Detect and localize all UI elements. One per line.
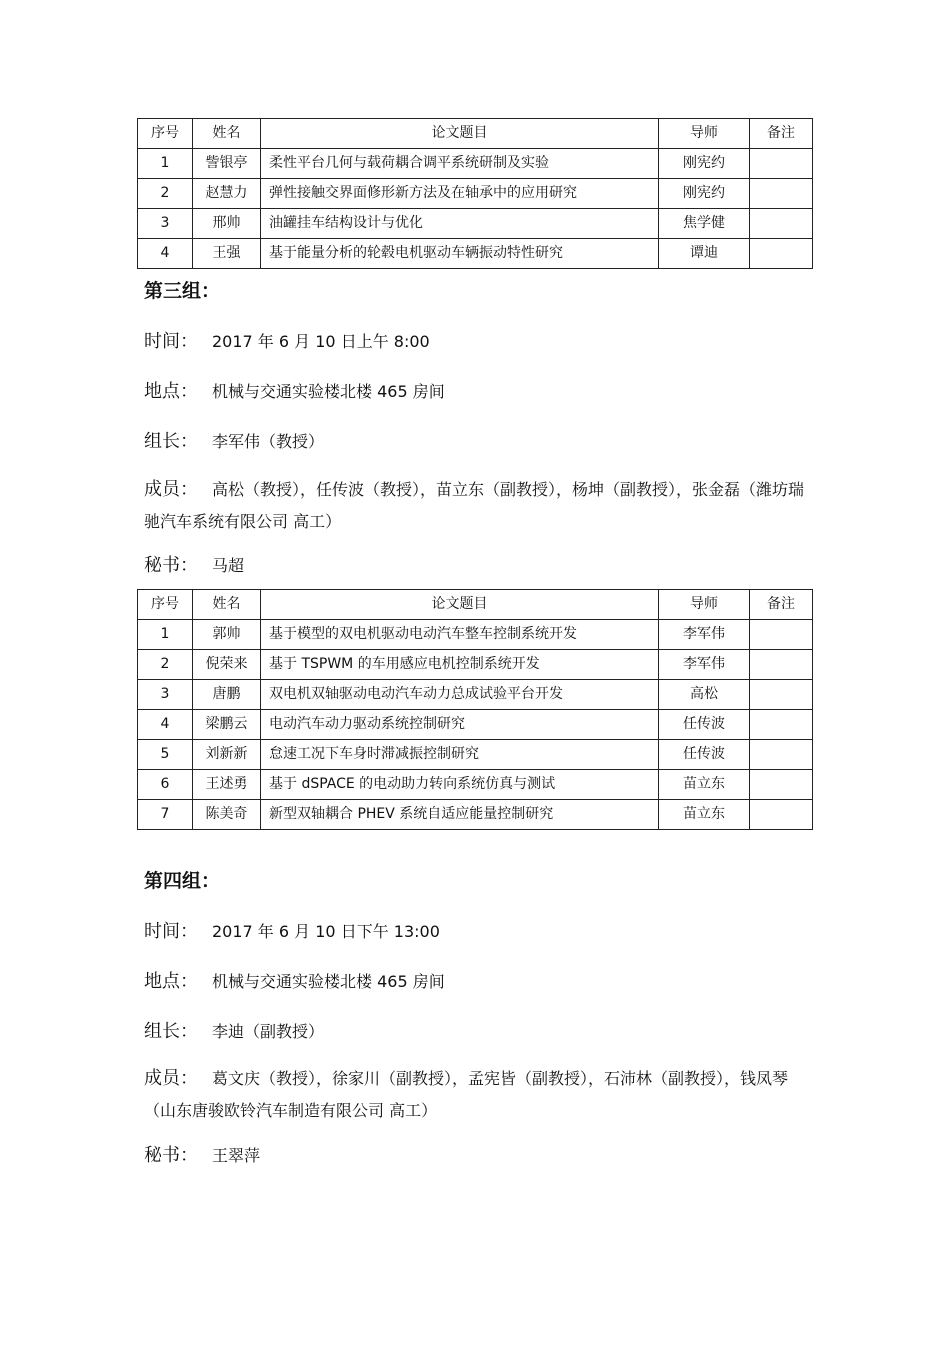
table-row: [138, 680, 813, 710]
group3-leader-value: 李军伟（教授）: [212, 432, 325, 451]
cell-no: 4: [138, 239, 193, 269]
cell-no: 1: [138, 620, 193, 650]
cell-title: 基于能量分析的轮毂电机驱动车辆振动特性研究: [261, 239, 659, 269]
cell-advisor: 苗立东: [659, 770, 750, 800]
header-name: 姓名: [193, 590, 261, 620]
cell-note: [750, 800, 813, 830]
cell-advisor: 谭迪: [659, 239, 750, 269]
table-row: [138, 179, 813, 209]
cell-advisor: 任传波: [659, 710, 750, 740]
cell-note: [750, 770, 813, 800]
header-no: 序号: [138, 119, 193, 149]
cell-note: [750, 239, 813, 269]
cell-no: 5: [138, 740, 193, 770]
table-row: [138, 149, 813, 179]
cell-name: 赵慧力: [193, 179, 261, 209]
cell-note: [750, 740, 813, 770]
cell-no: 7: [138, 800, 193, 830]
group4-secretary-value: 王翠萍: [212, 1146, 261, 1165]
cell-name: 邢帅: [193, 209, 261, 239]
cell-name: 陈美奇: [193, 800, 261, 830]
thesis-table-1: [137, 118, 813, 269]
group3-secretary: [144, 551, 244, 577]
cell-advisor: 李军伟: [659, 650, 750, 680]
cell-title: 电动汽车动力驱动系统控制研究: [261, 710, 659, 740]
cell-advisor: 任传波: [659, 740, 750, 770]
group3-place-value: 机械与交通实验楼北楼 465 房间: [212, 382, 445, 401]
group3-secretary-value: 马超: [212, 556, 245, 575]
header-note: 备注: [750, 119, 813, 149]
group3-time-label: 时间：: [144, 331, 198, 352]
cell-name: 郭帅: [193, 620, 261, 650]
header-title: 论文题目: [261, 590, 659, 620]
group3-place: [144, 377, 445, 403]
group3-members: [144, 474, 809, 538]
cell-name: 唐鹏: [193, 680, 261, 710]
cell-name: 訾银亭: [193, 149, 261, 179]
cell-advisor: 刚宪约: [659, 149, 750, 179]
group4-members: [144, 1063, 809, 1127]
cell-note: [750, 209, 813, 239]
group4-leader: [144, 1017, 324, 1043]
cell-no: 3: [138, 209, 193, 239]
cell-title: 油罐挂车结构设计与优化: [261, 209, 659, 239]
cell-note: [750, 179, 813, 209]
cell-name: 倪荣来: [193, 650, 261, 680]
header-advisor: 导师: [659, 119, 750, 149]
cell-no: 6: [138, 770, 193, 800]
cell-name: 刘新新: [193, 740, 261, 770]
group4-members-label: 成员：: [144, 1068, 198, 1089]
table-row: [138, 740, 813, 770]
cell-title: 新型双轴耦合 PHEV 系统自适应能量控制研究: [261, 800, 659, 830]
group3-heading: 第三组：: [144, 280, 221, 302]
cell-title: 双电机双轴驱动电动汽车动力总成试验平台开发: [261, 680, 659, 710]
cell-note: [750, 650, 813, 680]
group3-time-value: 2017 年 6 月 10 日上午 8:00: [212, 332, 430, 351]
cell-title: 柔性平台几何与载荷耦合调平系统研制及实验: [261, 149, 659, 179]
cell-advisor: 高松: [659, 680, 750, 710]
cell-no: 3: [138, 680, 193, 710]
table-row: [138, 650, 813, 680]
cell-advisor: 焦学健: [659, 209, 750, 239]
cell-name: 王强: [193, 239, 261, 269]
cell-advisor: 刚宪约: [659, 179, 750, 209]
group3-secretary-label: 秘书：: [144, 555, 198, 576]
table-header-row: [138, 119, 813, 149]
table-row: [138, 209, 813, 239]
group4-heading: 第四组：: [144, 870, 221, 892]
cell-title: 弹性接触交界面修形新方法及在轴承中的应用研究: [261, 179, 659, 209]
group4-secretary-label: 秘书：: [144, 1145, 198, 1166]
cell-title: 基于模型的双电机驱动电动汽车整车控制系统开发: [261, 620, 659, 650]
group4-place-label: 地点：: [144, 971, 198, 992]
header-name: 姓名: [193, 119, 261, 149]
cell-note: [750, 710, 813, 740]
table-row: [138, 710, 813, 740]
header-no: 序号: [138, 590, 193, 620]
cell-note: [750, 620, 813, 650]
group3-leader: [144, 427, 324, 453]
cell-no: 2: [138, 650, 193, 680]
cell-advisor: 李军伟: [659, 620, 750, 650]
group3-members-value: 高松（教授），任传波（教授），苗立东（副教授），杨坤（副教授），张金磊（潍坊瑞驰汽车系统有限公司 高工）: [144, 480, 805, 531]
group4-time-label: 时间：: [144, 921, 198, 942]
cell-title: 基于 TSPWM 的车用感应电机控制系统开发: [261, 650, 659, 680]
cell-no: 4: [138, 710, 193, 740]
group4-place: [144, 967, 445, 993]
header-title: 论文题目: [261, 119, 659, 149]
cell-name: 王述勇: [193, 770, 261, 800]
group3-leader-label: 组长：: [144, 431, 198, 452]
table-row: [138, 770, 813, 800]
table-row: [138, 620, 813, 650]
cell-title: 基于 dSPACE 的电动助力转向系统仿真与测试: [261, 770, 659, 800]
cell-advisor: 苗立东: [659, 800, 750, 830]
table-row: [138, 239, 813, 269]
group3-members-label: 成员：: [144, 479, 198, 500]
cell-name: 梁鹏云: [193, 710, 261, 740]
group4-secretary: [144, 1141, 260, 1167]
header-note: 备注: [750, 590, 813, 620]
header-advisor: 导师: [659, 590, 750, 620]
cell-note: [750, 680, 813, 710]
group4-time-value: 2017 年 6 月 10 日下午 13:00: [212, 922, 440, 941]
cell-no: 2: [138, 179, 193, 209]
group4-leader-label: 组长：: [144, 1021, 198, 1042]
group3-time: [144, 327, 430, 353]
group4-leader-value: 李迪（副教授）: [212, 1022, 325, 1041]
group4-time: [144, 917, 440, 943]
table-header-row: [138, 590, 813, 620]
group3-place-label: 地点：: [144, 381, 198, 402]
table-row: [138, 800, 813, 830]
cell-note: [750, 149, 813, 179]
cell-no: 1: [138, 149, 193, 179]
thesis-table-2: [137, 589, 813, 830]
group4-place-value: 机械与交通实验楼北楼 465 房间: [212, 972, 445, 991]
group4-members-value: 葛文庆（教授），徐家川（副教授），孟宪皆（副教授），石沛林（副教授），钱凤琴（山东唐骏欧铃汽车制造有限公司 高工）: [144, 1069, 789, 1120]
cell-title: 怠速工况下车身时滞减振控制研究: [261, 740, 659, 770]
